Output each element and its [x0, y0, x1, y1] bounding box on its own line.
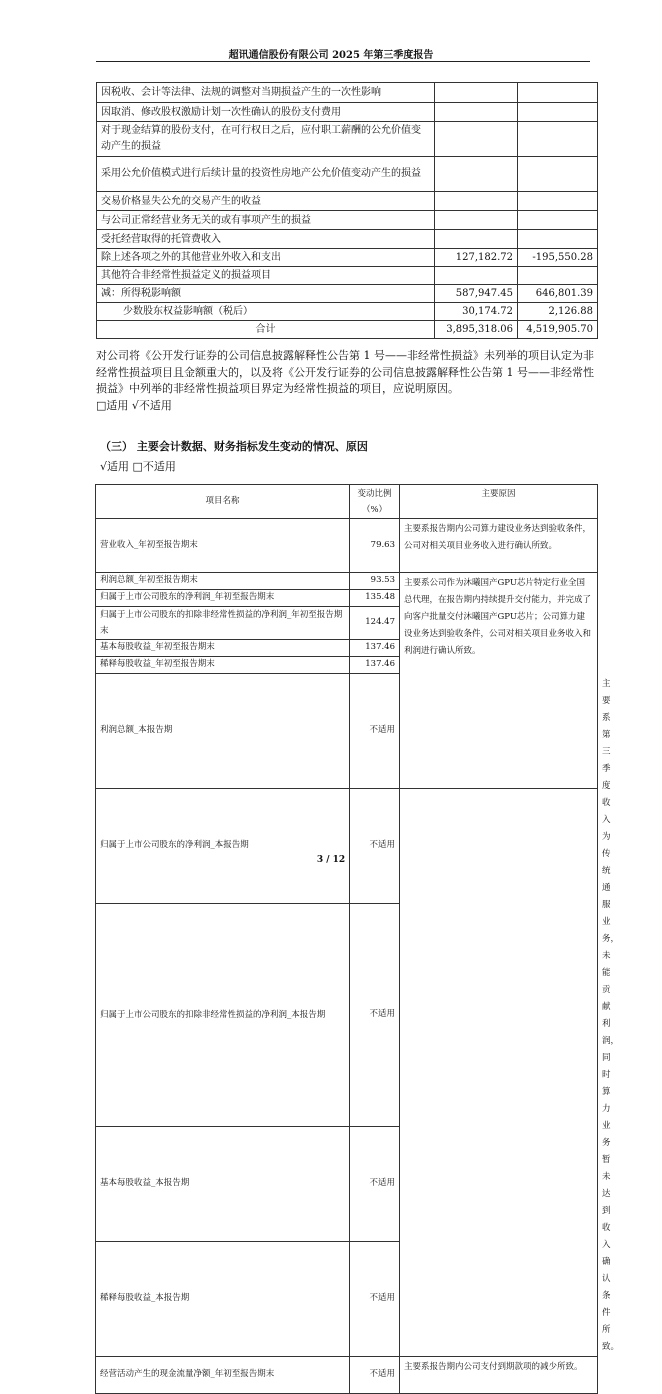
change-ratio: 137.46: [350, 657, 400, 674]
item-name: 营业收入_年初至报告期末: [96, 519, 350, 573]
row-label: 受托经营取得的托管费收入: [97, 230, 435, 249]
value-ytd: -195,550.28: [518, 249, 598, 267]
row-label: 因取消、修改股权激励计划一次性确认的股份支付费用: [97, 103, 435, 122]
row-label: 其他符合非经常性损益定义的损益项目: [97, 267, 435, 285]
value-current: [435, 122, 518, 157]
value-current: [435, 103, 518, 122]
value-current: [435, 192, 518, 211]
item-name: 归属于上市公司股东的扣除非经常性损益的净利润_年初至报告期末: [96, 607, 350, 640]
reason-text: 主要系公司作为沐曦国产GPU芯片特定行业全国总代理，在报告期内持续提升交付能力，并完成了向客户批量交付沐曦国产GPU芯片；公司算力建设业务达到验收条件，公司对相关项目业务收入和利润进行确认所致。: [400, 573, 598, 789]
page-number: 3 / 12: [316, 855, 346, 865]
table-header-row: [96, 485, 598, 519]
table-row: [96, 903, 598, 1126]
table-row: [96, 788, 598, 903]
table-row: [96, 1242, 598, 1357]
table-row: [97, 122, 598, 157]
table-row: [97, 249, 598, 267]
reason-text: 主要系报告期内公司算力建设业务达到验收条件，公司对相关项目业务收入进行确认所致。: [400, 519, 598, 573]
row-label: 采用公允价值模式进行后续计量的投资性房地产公允价值变动产生的损益: [97, 157, 435, 192]
row-label: 合计: [97, 321, 435, 339]
table-row: [97, 303, 598, 321]
table-row: [97, 285, 598, 303]
value-ytd: [518, 122, 598, 157]
change-ratio: 不适用: [350, 788, 400, 903]
value-ytd: 646,801.39: [518, 285, 598, 303]
value-ytd: [518, 103, 598, 122]
value-current: [435, 267, 518, 285]
item-name: 经营活动产生的现金流量净额_年初至报告期末: [96, 1357, 350, 1394]
change-ratio: 137.46: [350, 640, 400, 657]
change-ratio: 124.47: [350, 607, 400, 640]
indicator-change-table: [95, 484, 620, 1394]
header-reason: 主要原因: [400, 485, 598, 519]
value-current: [435, 83, 518, 103]
applicability-checkbox: √适用 □不适用: [100, 460, 176, 473]
header-ratio: 变动比例（%）: [350, 485, 400, 519]
item-name: 利润总额_年初至报告期末: [96, 573, 350, 590]
value-ytd: [518, 230, 598, 249]
change-ratio: 79.63: [350, 519, 400, 573]
value-current: [435, 157, 518, 192]
table-row: [97, 103, 598, 122]
value-ytd: 4,519,905.70: [518, 321, 598, 339]
value-ytd: [518, 267, 598, 285]
change-ratio: 135.48: [350, 590, 400, 607]
table-row: [97, 192, 598, 211]
value-current: 587,947.45: [435, 285, 518, 303]
item-name: 基本每股收益_年初至报告期末: [96, 640, 350, 657]
value-current: [435, 230, 518, 249]
value-current: 3,895,318.06: [435, 321, 518, 339]
table-row: [96, 1127, 598, 1242]
value-current: 127,182.72: [435, 249, 518, 267]
header-divider: [96, 61, 590, 62]
applicability-checkbox: □适用 √不适用: [96, 399, 172, 412]
item-name: 利润总额_本报告期: [96, 674, 350, 789]
value-current: [435, 211, 518, 230]
table-row: [97, 83, 598, 103]
change-ratio: 不适用: [350, 1127, 400, 1242]
row-label: 减：所得税影响额: [97, 285, 435, 303]
table-row: [96, 519, 598, 573]
value-ytd: [518, 83, 598, 103]
value-ytd: [518, 211, 598, 230]
row-label: 与公司正常经营业务无关的或有事项产生的损益: [97, 211, 435, 230]
item-name: 基本每股收益_本报告期: [96, 1127, 350, 1242]
change-ratio: 不适用: [350, 674, 400, 789]
row-label: 对于现金结算的股份支付，在可行权日之后，应付职工薪酬的公允价值变动产生的损益: [97, 122, 435, 157]
page-header: 超讯通信股份有限公司 2025 年第三季度报告: [228, 50, 434, 61]
table-row: [97, 211, 598, 230]
item-name: 归属于上市公司股东的扣除非经常性损益的净利润_本报告期: [96, 903, 350, 1126]
explanation-paragraph: 对公司将《公开发行证券的公司信息披露解释性公告第 1 号——非经常性损益》未列举的项目认定为非经常性损益项目且金额重大的，以及将《公开发行证券的公司信息披露解释性公告第 1 号——非经常性损益》中列举的非经常性损益项目界定为经常性损益的项目，应说明原因。: [96, 349, 594, 395]
change-ratio: 不适用: [350, 903, 400, 1126]
item-name: 归属于上市公司股东的净利润_本报告期: [96, 788, 350, 903]
value-current: 30,174.72: [435, 303, 518, 321]
header-item: 项目名称: [96, 485, 350, 519]
item-name: 稀释每股收益_本报告期: [96, 1242, 350, 1357]
change-ratio: 不适用: [350, 1242, 400, 1357]
item-name: 归属于上市公司股东的净利润_年初至报告期末: [96, 590, 350, 607]
row-label: 因税收、会计等法律、法规的调整对当期损益产生的一次性影响: [97, 83, 435, 103]
row-label: 除上述各项之外的其他营业外收入和支出: [97, 249, 435, 267]
change-ratio: 93.53: [350, 573, 400, 590]
table-row-total: [97, 321, 598, 339]
table-row: [96, 1357, 598, 1394]
table-row: [97, 157, 598, 192]
change-ratio: 不适用: [350, 1357, 400, 1394]
value-ytd: 2,126.88: [518, 303, 598, 321]
table-row: [97, 230, 598, 249]
row-label: 交易价格显失公允的交易产生的收益: [97, 192, 435, 211]
item-name: 稀释每股收益_年初至报告期末: [96, 657, 350, 674]
row-label: 少数股东权益影响额（税后）: [97, 303, 435, 321]
section-title: （三） 主要会计数据、财务指标发生变动的情况、原因: [100, 440, 368, 453]
table-row: [97, 267, 598, 285]
non-recurring-gains-table: [96, 82, 598, 339]
reason-text: 主要系报告期内公司支付到期款项的减少所致。: [400, 1357, 598, 1394]
table-row: [96, 573, 598, 590]
table-row: 利润总额_本报告期 不适用 主要系第三季度收入为传统通服业务，未能贡献利润，同时算力业务暂未达到收入确认条件所致。: [96, 674, 598, 789]
value-ytd: [518, 192, 598, 211]
value-ytd: [518, 157, 598, 192]
